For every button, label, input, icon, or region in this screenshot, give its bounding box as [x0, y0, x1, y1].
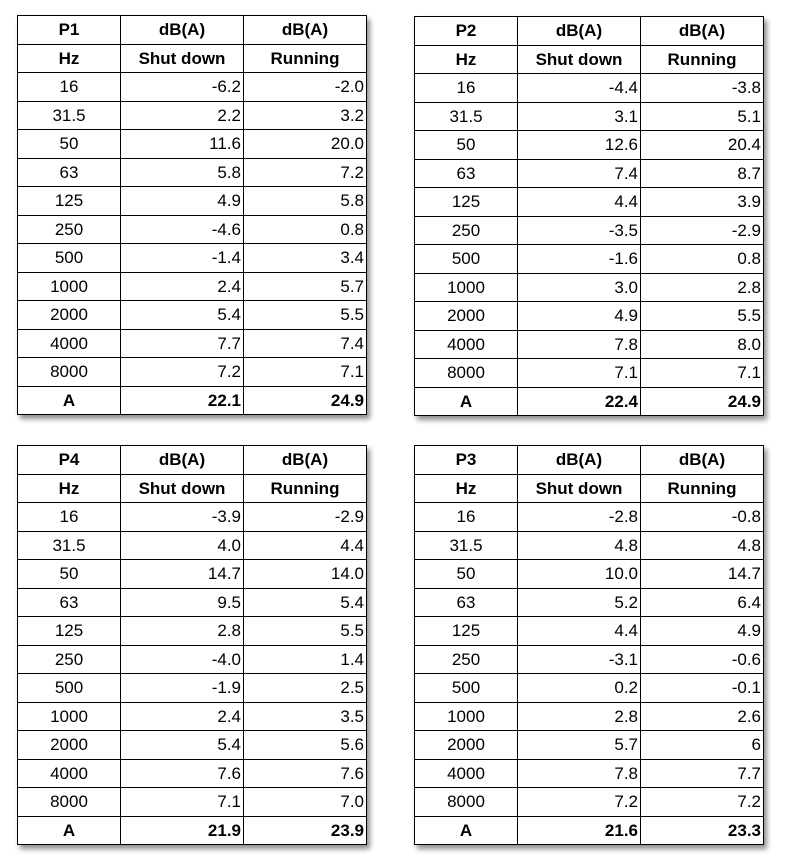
frequency-cell: 31.5 [415, 531, 518, 560]
running-value: -0.6 [641, 645, 764, 674]
shut-down-value: 5.7 [518, 731, 641, 760]
frequency-cell: 2000 [415, 302, 518, 331]
total-shut-down-value: 22.1 [121, 386, 244, 415]
table-row [18, 617, 367, 646]
frequency-cell: 125 [18, 617, 121, 646]
header-row [18, 16, 367, 45]
frequency-cell: 1000 [415, 702, 518, 731]
frequency-cell: 125 [415, 617, 518, 646]
running-value: 3.4 [244, 244, 367, 273]
shut-down-value: 11.6 [121, 130, 244, 159]
running-value: 7.1 [641, 359, 764, 388]
total-shut-down-value: 21.6 [518, 816, 641, 845]
table-row [415, 74, 764, 103]
frequency-cell: 2000 [18, 301, 121, 330]
table-row [415, 159, 764, 188]
total-row [18, 386, 367, 415]
shut-down-value: 3.1 [518, 102, 641, 131]
total-running-value: 23.9 [244, 816, 367, 845]
shut-down-unit-header: dB(A) [518, 446, 641, 475]
table-panel-p4 [17, 445, 367, 845]
shut-down-value: 4.4 [518, 188, 641, 217]
frequency-cell: 1000 [18, 272, 121, 301]
shut-down-value: 0.2 [518, 674, 641, 703]
table-row [415, 759, 764, 788]
shut-down-value: 7.7 [121, 329, 244, 358]
running-header: Running [244, 44, 367, 73]
table-row [415, 102, 764, 131]
shut-down-value: 4.9 [121, 187, 244, 216]
shut-down-header: Shut down [518, 45, 641, 74]
table-panel-p1 [17, 15, 367, 415]
frequency-cell: 50 [415, 560, 518, 589]
total-row [18, 816, 367, 845]
subheader-row [18, 474, 367, 503]
running-value: 5.5 [244, 301, 367, 330]
total-label: A [18, 816, 121, 845]
running-value: 8.0 [641, 330, 764, 359]
running-header: Running [641, 474, 764, 503]
shut-down-value: 7.4 [518, 159, 641, 188]
position-label: P2 [415, 17, 518, 46]
running-value: 5.1 [641, 102, 764, 131]
frequency-cell: 50 [18, 130, 121, 159]
shut-down-value: 2.4 [121, 272, 244, 301]
spectrum-table-p4 [17, 445, 367, 845]
table-row [18, 244, 367, 273]
frequency-cell: 50 [18, 560, 121, 589]
frequency-cell: 63 [415, 588, 518, 617]
shut-down-value: 5.4 [121, 301, 244, 330]
frequency-cell: 8000 [415, 788, 518, 817]
running-value: 7.1 [244, 358, 367, 387]
table-row [415, 674, 764, 703]
shut-down-unit-header: dB(A) [121, 446, 244, 475]
shut-down-value: -4.0 [121, 645, 244, 674]
shut-down-value: 2.8 [121, 617, 244, 646]
shut-down-value: 2.4 [121, 702, 244, 731]
table-row [18, 215, 367, 244]
table-row [415, 560, 764, 589]
total-label: A [415, 387, 518, 416]
shut-down-value: 2.2 [121, 101, 244, 130]
running-value: -2.0 [244, 73, 367, 102]
table-row [18, 788, 367, 817]
running-value: 5.8 [244, 187, 367, 216]
frequency-cell: 250 [18, 215, 121, 244]
frequency-cell: 8000 [18, 788, 121, 817]
subheader-row [415, 474, 764, 503]
table-row [415, 359, 764, 388]
subheader-row [415, 45, 764, 74]
frequency-cell: 2000 [18, 731, 121, 760]
running-value: -0.1 [641, 674, 764, 703]
running-value: 2.8 [641, 273, 764, 302]
total-running-value: 24.9 [641, 387, 764, 416]
frequency-cell: 16 [18, 503, 121, 532]
running-value: 0.8 [244, 215, 367, 244]
shut-down-value: 7.8 [518, 330, 641, 359]
table-row [18, 187, 367, 216]
frequency-unit-header: Hz [18, 474, 121, 503]
shut-down-value: -4.4 [518, 74, 641, 103]
shut-down-value: 5.8 [121, 158, 244, 187]
shut-down-value: 4.0 [121, 531, 244, 560]
position-label: P3 [415, 446, 518, 475]
running-value: 1.4 [244, 645, 367, 674]
shut-down-value: 7.1 [121, 788, 244, 817]
running-value: 20.0 [244, 130, 367, 159]
table-row [18, 130, 367, 159]
table-row [18, 358, 367, 387]
frequency-cell: 16 [18, 73, 121, 102]
running-value: 0.8 [641, 245, 764, 274]
table-row [18, 329, 367, 358]
table-row [415, 702, 764, 731]
table-row [415, 302, 764, 331]
shut-down-unit-header: dB(A) [121, 16, 244, 45]
table-row [18, 731, 367, 760]
running-unit-header: dB(A) [244, 446, 367, 475]
table-row [18, 531, 367, 560]
table-row [18, 645, 367, 674]
frequency-cell: 63 [18, 158, 121, 187]
running-value: 6.4 [641, 588, 764, 617]
running-value: 3.2 [244, 101, 367, 130]
table-row [18, 503, 367, 532]
table-row [18, 560, 367, 589]
running-value: 3.9 [641, 188, 764, 217]
frequency-cell: 31.5 [415, 102, 518, 131]
table-row [18, 301, 367, 330]
frequency-cell: 31.5 [18, 531, 121, 560]
running-value: 4.9 [641, 617, 764, 646]
shut-down-value: -2.8 [518, 503, 641, 532]
frequency-cell: 4000 [18, 329, 121, 358]
table-row [415, 645, 764, 674]
table-panel-p2 [414, 16, 764, 416]
shut-down-header: Shut down [121, 474, 244, 503]
frequency-unit-header: Hz [415, 45, 518, 74]
table-row [415, 216, 764, 245]
running-value: -2.9 [244, 503, 367, 532]
running-value: -0.8 [641, 503, 764, 532]
total-row [415, 816, 764, 845]
shut-down-value: -3.5 [518, 216, 641, 245]
running-value: 5.6 [244, 731, 367, 760]
running-value: 5.4 [244, 588, 367, 617]
table-row [18, 674, 367, 703]
spectrum-table-p3 [414, 445, 764, 845]
shut-down-value: 14.7 [121, 560, 244, 589]
frequency-cell: 8000 [415, 359, 518, 388]
frequency-cell: 500 [415, 245, 518, 274]
total-label: A [18, 386, 121, 415]
frequency-cell: 63 [415, 159, 518, 188]
shut-down-header: Shut down [518, 474, 641, 503]
table-row [415, 617, 764, 646]
shut-down-value: 9.5 [121, 588, 244, 617]
running-value: 3.5 [244, 702, 367, 731]
shut-down-value: 7.1 [518, 359, 641, 388]
table-row [18, 101, 367, 130]
shut-down-value: -1.4 [121, 244, 244, 273]
running-header: Running [641, 45, 764, 74]
table-row [415, 131, 764, 160]
table-row [18, 759, 367, 788]
shut-down-value: 10.0 [518, 560, 641, 589]
running-value: 7.2 [244, 158, 367, 187]
shut-down-value: 4.9 [518, 302, 641, 331]
frequency-cell: 16 [415, 74, 518, 103]
running-value: 5.5 [244, 617, 367, 646]
header-row [415, 446, 764, 475]
spectrum-table-p2 [414, 16, 764, 416]
running-value: -2.9 [641, 216, 764, 245]
shut-down-value: 5.4 [121, 731, 244, 760]
shut-down-unit-header: dB(A) [518, 17, 641, 46]
table-row [415, 531, 764, 560]
running-value: 2.6 [641, 702, 764, 731]
running-value: 20.4 [641, 131, 764, 160]
running-unit-header: dB(A) [244, 16, 367, 45]
total-shut-down-value: 21.9 [121, 816, 244, 845]
running-value: 4.8 [641, 531, 764, 560]
position-label: P1 [18, 16, 121, 45]
running-value: 14.7 [641, 560, 764, 589]
frequency-cell: 250 [415, 645, 518, 674]
frequency-cell: 16 [415, 503, 518, 532]
spectrum-table-p1 [17, 15, 367, 415]
shut-down-value: 2.8 [518, 702, 641, 731]
header-row [18, 446, 367, 475]
shut-down-value: 7.6 [121, 759, 244, 788]
running-unit-header: dB(A) [641, 17, 764, 46]
table-row [415, 588, 764, 617]
table-row [415, 188, 764, 217]
shut-down-value: 3.0 [518, 273, 641, 302]
running-unit-header: dB(A) [641, 446, 764, 475]
shut-down-value: -3.9 [121, 503, 244, 532]
table-row [18, 588, 367, 617]
shut-down-value: 4.8 [518, 531, 641, 560]
running-value: 8.7 [641, 159, 764, 188]
frequency-unit-header: Hz [415, 474, 518, 503]
total-running-value: 23.3 [641, 816, 764, 845]
running-value: 4.4 [244, 531, 367, 560]
frequency-cell: 1000 [18, 702, 121, 731]
total-shut-down-value: 22.4 [518, 387, 641, 416]
frequency-cell: 8000 [18, 358, 121, 387]
position-label: P4 [18, 446, 121, 475]
shut-down-value: -1.6 [518, 245, 641, 274]
table-row [415, 788, 764, 817]
shut-down-value: -4.6 [121, 215, 244, 244]
shut-down-header: Shut down [121, 44, 244, 73]
frequency-cell: 4000 [18, 759, 121, 788]
table-panel-p3 [414, 445, 764, 845]
total-running-value: 24.9 [244, 386, 367, 415]
total-label: A [415, 816, 518, 845]
subheader-row [18, 44, 367, 73]
table-row [18, 272, 367, 301]
frequency-cell: 125 [18, 187, 121, 216]
frequency-cell: 4000 [415, 330, 518, 359]
shut-down-value: 7.8 [518, 759, 641, 788]
running-value: -3.8 [641, 74, 764, 103]
header-row [415, 17, 764, 46]
shut-down-value: -1.9 [121, 674, 244, 703]
shut-down-value: -3.1 [518, 645, 641, 674]
frequency-cell: 500 [415, 674, 518, 703]
running-value: 7.6 [244, 759, 367, 788]
table-row [415, 273, 764, 302]
table-row [415, 503, 764, 532]
running-value: 7.7 [641, 759, 764, 788]
frequency-cell: 4000 [415, 759, 518, 788]
running-value: 7.4 [244, 329, 367, 358]
running-value: 6 [641, 731, 764, 760]
frequency-cell: 500 [18, 674, 121, 703]
frequency-cell: 63 [18, 588, 121, 617]
frequency-cell: 500 [18, 244, 121, 273]
shut-down-value: 7.2 [518, 788, 641, 817]
frequency-cell: 125 [415, 188, 518, 217]
frequency-cell: 31.5 [18, 101, 121, 130]
shut-down-value: -6.2 [121, 73, 244, 102]
frequency-cell: 1000 [415, 273, 518, 302]
frequency-cell: 2000 [415, 731, 518, 760]
running-header: Running [244, 474, 367, 503]
table-row [18, 73, 367, 102]
shut-down-value: 5.2 [518, 588, 641, 617]
table-row [415, 330, 764, 359]
running-value: 5.5 [641, 302, 764, 331]
running-value: 5.7 [244, 272, 367, 301]
shut-down-value: 4.4 [518, 617, 641, 646]
frequency-cell: 250 [415, 216, 518, 245]
shut-down-value: 7.2 [121, 358, 244, 387]
running-value: 2.5 [244, 674, 367, 703]
running-value: 7.2 [641, 788, 764, 817]
table-row [18, 702, 367, 731]
total-row [415, 387, 764, 416]
running-value: 7.0 [244, 788, 367, 817]
table-row [18, 158, 367, 187]
shut-down-value: 12.6 [518, 131, 641, 160]
frequency-cell: 250 [18, 645, 121, 674]
running-value: 14.0 [244, 560, 367, 589]
frequency-cell: 50 [415, 131, 518, 160]
table-row [415, 731, 764, 760]
frequency-unit-header: Hz [18, 44, 121, 73]
table-row [415, 245, 764, 274]
